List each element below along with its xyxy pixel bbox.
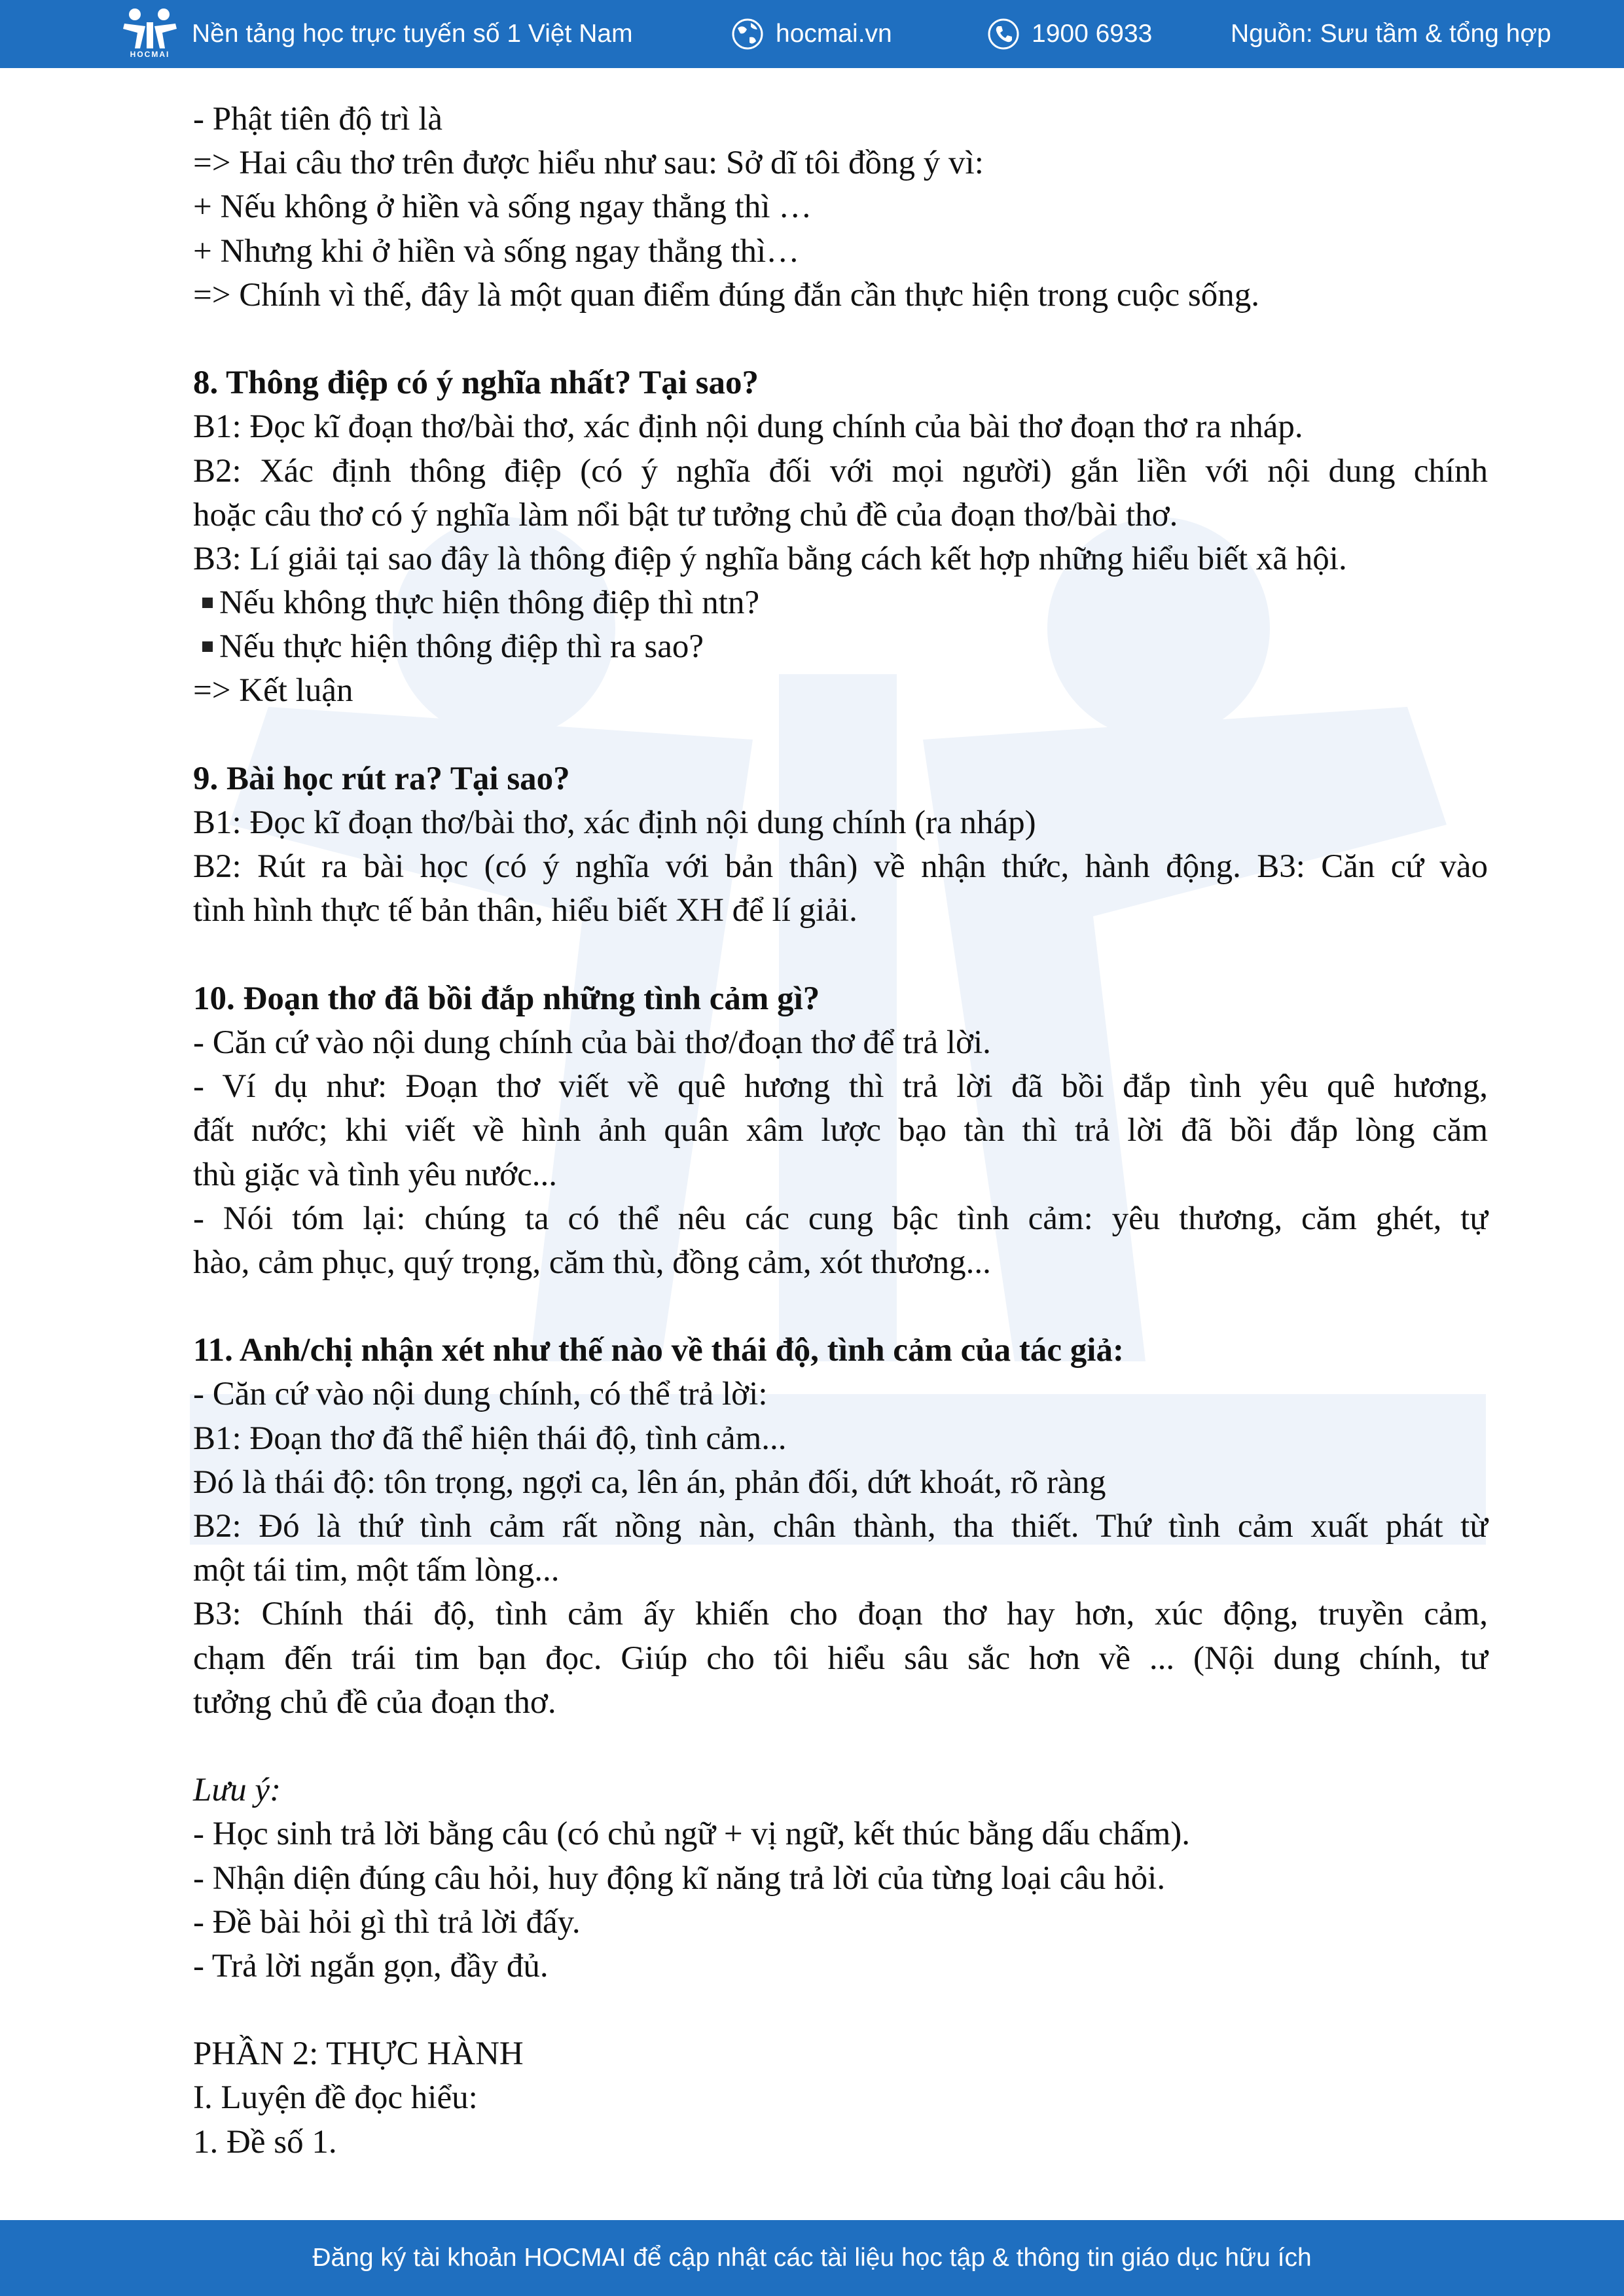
text-line: hoặc câu thơ có ý nghĩa làm nổi bật tư tưởng chủ đề của đoạn thơ/bài thơ.: [193, 496, 1178, 533]
text-line: - Nhận diện đúng câu hỏi, huy động kĩ năng trả lời của từng loại câu hỏi.: [193, 1859, 1166, 1897]
text-line: B2: Rút ra bài học (có ý nghĩa với bản thân) về nhận thức, hành động. B3: Căn cứ vào: [193, 848, 1488, 886]
square-bullet-icon: [202, 598, 213, 608]
text-line: Đó là thái độ: tôn trọng, ngợi ca, lên án, phản đối, dứt khoát, rõ ràng: [193, 1463, 1106, 1501]
text-line: hào, cảm phục, quý trọng, căm thù, đồng cảm, xót thương...: [193, 1244, 991, 1281]
text-line: B1: Đọc kĩ đoạn thơ/bài thơ, xác định nội dung chính (ra nháp): [193, 804, 1036, 841]
website-link[interactable]: [731, 0, 892, 68]
document-body: [193, 98, 1488, 2164]
section-11-heading: 11. Anh/chị nhận xét như thế nào về thái độ, tình cảm của tác giả:: [193, 1332, 1124, 1369]
website-text: hocmai.vn: [776, 20, 892, 48]
text-line: B2: Xác định thông điệp (có ý nghĩa đối với mọi người) gắn liền với nội dung chính: [193, 452, 1488, 490]
text-line: + Nhưng khi ở hiền và sống ngay thẳng thì…: [193, 232, 800, 270]
text-line: đất nước; khi viết về hình ảnh quân xâm lược bạo tàn thì trả lời đã bồi đắp lòng căm: [193, 1112, 1488, 1149]
text-line: B1: Đoạn thơ đã thể hiện thái độ, tình cảm...: [193, 1420, 787, 1457]
text-line: tình hình thực tế bản thân, hiểu biết XH để lí giải.: [193, 892, 857, 929]
text-line: B2: Đó là thứ tình cảm rất nồng nàn, chân thành, tha thiết. Thứ tình cảm xuất phát từ: [193, 1508, 1488, 1545]
text-line: B3: Chính thái độ, tình cảm ấy khiến cho đoạn thơ hay hơn, xúc động, truyền cảm,: [193, 1596, 1488, 1633]
section-8-heading: 8. Thông điệp có ý nghĩa nhất? Tại sao?: [193, 365, 759, 402]
section-10-heading: 10. Đoạn thơ đã bồi đắp những tình cảm gì?: [193, 980, 820, 1017]
text-line: => Kết luận: [193, 672, 353, 709]
phone-text: 1900 6933: [1032, 20, 1153, 48]
logo-text: HOCMAI: [130, 50, 170, 59]
text-line: - Căn cứ vào nội dung chính, có thể trả lời:: [193, 1376, 768, 1413]
square-bullet-icon: [202, 641, 213, 652]
bullet-item: Nếu thực hiện thông điệp thì ra sao?: [193, 625, 1488, 669]
text-line: một tái tim, một tấm lòng...: [193, 1552, 560, 1589]
text-line: + Nếu không ở hiền và sống ngay thẳng thì …: [193, 188, 812, 226]
phone-icon: [987, 18, 1020, 50]
text-line: thù giặc và tình yêu nước...: [193, 1156, 557, 1193]
section-9-heading: 9. Bài học rút ra? Tại sao?: [193, 760, 570, 797]
source-note: Nguồn: Sưu tầm & tổng hợp: [1231, 20, 1551, 48]
text-line: 1. Đề số 1.: [193, 2123, 337, 2161]
text-line: I. Luyện đề đọc hiểu:: [193, 2079, 478, 2117]
text-line: - Trả lời ngắn gọn, đầy đủ.: [193, 1947, 549, 1984]
text-line: => Hai câu thơ trên được hiểu như sau: Sở dĩ tôi đồng ý vì:: [193, 145, 984, 182]
text-line: chạm đến trái tim bạn đọc. Giúp cho tôi hiểu sâu sắc hơn về ... (Nội dung chính, tư: [193, 1640, 1488, 1677]
footer-bar[interactable]: [0, 2220, 1624, 2296]
note-label: Lưu ý:: [193, 1772, 281, 1809]
text-line: - Phật tiên độ trì là: [193, 101, 443, 137]
text-line: - Nói tóm lại: chúng ta có thể nêu các cung bậc tình cảm: yêu thương, căm ghét, tự: [193, 1200, 1488, 1237]
text-line: B3: Lí giải tại sao đây là thông điệp ý nghĩa bằng cách kết hợp những hiểu biết xã hội.: [193, 540, 1347, 577]
hocmai-logo[interactable]: [120, 7, 179, 62]
text-line: tưởng chủ đề của đoạn thơ.: [193, 1683, 556, 1721]
phone-link[interactable]: [987, 0, 1152, 68]
text-line: => Chính vì thế, đây là một quan điểm đúng đắn cần thực hiện trong cuộc sống.: [193, 276, 1260, 314]
slogan: Nền tảng học trực tuyến số 1 Việt Nam: [192, 20, 633, 48]
text-line: - Ví dụ như: Đoạn thơ viết về quê hương thì trả lời đã bồi đắp tình yêu quê hương,: [193, 1068, 1488, 1105]
header-bar: [0, 0, 1624, 68]
text-line: - Căn cứ vào nội dung chính của bài thơ/đoạn thơ để trả lời.: [193, 1024, 991, 1061]
part-2-heading: PHẦN 2: THỰC HÀNH: [193, 2036, 524, 2073]
footer-text: Đăng ký tài khoản HOCMAI để cập nhật các tài liệu học tập & thông tin giáo dục hữu ích: [312, 2244, 1312, 2272]
text-line: B1: Đọc kĩ đoạn thơ/bài thơ, xác định nội dung chính của bài thơ đoạn thơ ra nháp.: [193, 408, 1303, 446]
globe-icon: [731, 18, 764, 50]
text-line: - Đề bài hỏi gì thì trả lời đấy.: [193, 1903, 581, 1941]
bullet-item: Nếu không thực hiện thông điệp thì ntn?: [193, 581, 1488, 625]
text-line: - Học sinh trả lời bằng câu (có chủ ngữ + vị ngữ, kết thúc bằng dấu chấm).: [193, 1816, 1191, 1853]
